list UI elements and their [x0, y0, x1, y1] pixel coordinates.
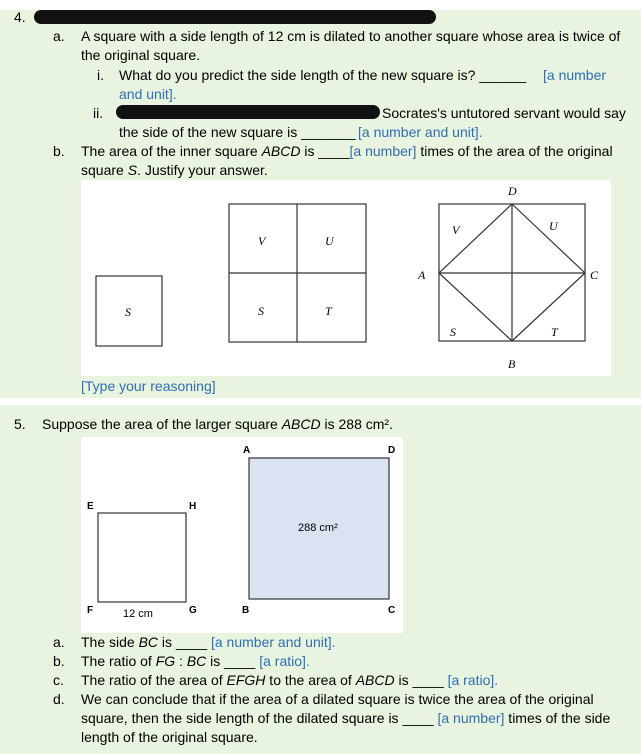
label-d: D: [508, 184, 517, 198]
q5d-answer-field[interactable]: [a number]: [437, 710, 505, 726]
q5-prompt-abcd: ABCD: [281, 416, 321, 432]
q5-number: 5.: [14, 416, 26, 432]
q4aii-line2: the side of the new square is _______: [119, 124, 356, 140]
label-f: F: [87, 605, 94, 616]
q5-figure-svg: [81, 437, 403, 633]
label-s: S: [450, 325, 456, 339]
q5d-text: square, then the side length of the dilated square is ____: [81, 710, 434, 726]
q5a-blank: is ____: [158, 634, 208, 650]
q5-prompt-text: Suppose the area of the larger square: [42, 416, 282, 432]
q5a-bc: BC: [138, 634, 159, 650]
q5c-abcd: ABCD: [355, 672, 395, 688]
label-a-big: A: [243, 445, 251, 456]
q4aii-text: Socrates's untutored servant would say: [382, 105, 626, 121]
q4-figure: [81, 180, 611, 376]
q4ai-answer-field[interactable]: [a number: [543, 67, 607, 83]
redaction-bar: [34, 10, 436, 24]
q5d-line3: length of the original square.: [81, 729, 258, 745]
q4b-letter: b.: [53, 143, 65, 159]
q5b-line: [81, 652, 310, 670]
label-a: A: [418, 268, 426, 282]
q5-prompt: [42, 415, 393, 433]
q4-figure-svg: [81, 180, 611, 376]
q4-number: 4.: [14, 9, 26, 25]
grid-label-v: V: [258, 234, 266, 248]
q5a-letter: a.: [53, 634, 65, 650]
q4b-blank: is ____: [300, 143, 350, 159]
q4b-text: The area of the inner square: [81, 143, 262, 159]
q4ai-text: What do you predict the side length of the new square is? ______: [119, 67, 527, 83]
q5a-answer-field[interactable]: [a number and unit].: [210, 634, 336, 650]
label-h: H: [189, 501, 197, 512]
q4a-letter: a.: [53, 28, 65, 44]
label-b: B: [508, 357, 516, 371]
label-d-big: D: [388, 445, 396, 456]
grid-label-t: T: [325, 304, 332, 318]
q5b-answer-field[interactable]: [a ratio].: [259, 653, 310, 669]
q4aii-answer-field[interactable]: [a number and unit].: [358, 124, 483, 140]
q4aii-label: ii.: [93, 105, 104, 121]
q5c-letter: c.: [53, 672, 64, 688]
label-b-big: B: [242, 605, 250, 616]
q4ai-label: i.: [97, 67, 104, 83]
q4b-text2: square: [81, 162, 128, 178]
q5-figure: [81, 437, 403, 633]
q5d-line2: [81, 709, 610, 727]
label-u: U: [549, 219, 558, 233]
label-c: C: [590, 268, 599, 282]
q5b-fg: FG: [155, 653, 176, 669]
q5d-text-end: times of the side: [504, 710, 611, 726]
q5b-bc: BC: [186, 653, 207, 669]
q5b-letter: b.: [53, 653, 65, 669]
q5b-colon: :: [175, 653, 187, 669]
q4b-line1: [81, 142, 613, 160]
q5c-line: [81, 671, 498, 689]
grid-label-u: U: [325, 234, 334, 248]
label-v: V: [452, 223, 460, 237]
q5a-text: The side: [81, 634, 139, 650]
q5b-blank: is ____: [206, 653, 256, 669]
q4b-line2: [81, 161, 268, 179]
q5a-line: [81, 633, 336, 651]
q4a-line2: the original square.: [81, 47, 201, 63]
q5d-line1: We can conclude that if the area of a dilated square is twice the area of the original: [81, 691, 594, 707]
square-efgh: [98, 513, 186, 602]
q4b-text3: . Justify your answer.: [137, 162, 268, 178]
q4-reasoning-field[interactable]: [Type your reasoning]: [81, 378, 216, 394]
q5c-text2: to the area of: [265, 672, 356, 688]
label-s-small: S: [125, 305, 131, 319]
area-label: 288 cm²: [298, 522, 338, 534]
q4b-text-end: times of the area of the original: [416, 143, 613, 159]
label-e: E: [87, 501, 94, 512]
redaction-bar: [116, 105, 380, 119]
q4a-line1: A square with a side length of 12 cm is dilated to another square whose area is twice of: [81, 28, 621, 44]
label-c-big: C: [388, 605, 396, 616]
label-t: T: [551, 325, 558, 339]
q5-prompt-end: is 288 cm².: [320, 416, 393, 432]
q4b-answer-field[interactable]: [a number]: [349, 143, 417, 159]
q5c-blank: is ____: [394, 672, 444, 688]
q5c-answer-field[interactable]: [a ratio].: [447, 672, 499, 688]
side-length-label: 12 cm: [123, 608, 153, 620]
q5c-efgh: EFGH: [226, 672, 266, 688]
q4b-abcd: ABCD: [261, 143, 301, 159]
grid-label-s: S: [258, 304, 264, 318]
q4ai-answer-field-cont[interactable]: and unit].: [119, 86, 177, 102]
q5d-letter: d.: [53, 691, 65, 707]
q5c-text: The ratio of the area of: [81, 672, 227, 688]
label-g: G: [189, 605, 197, 616]
q4b-s: S: [127, 162, 138, 178]
q5b-text: The ratio of: [81, 653, 156, 669]
